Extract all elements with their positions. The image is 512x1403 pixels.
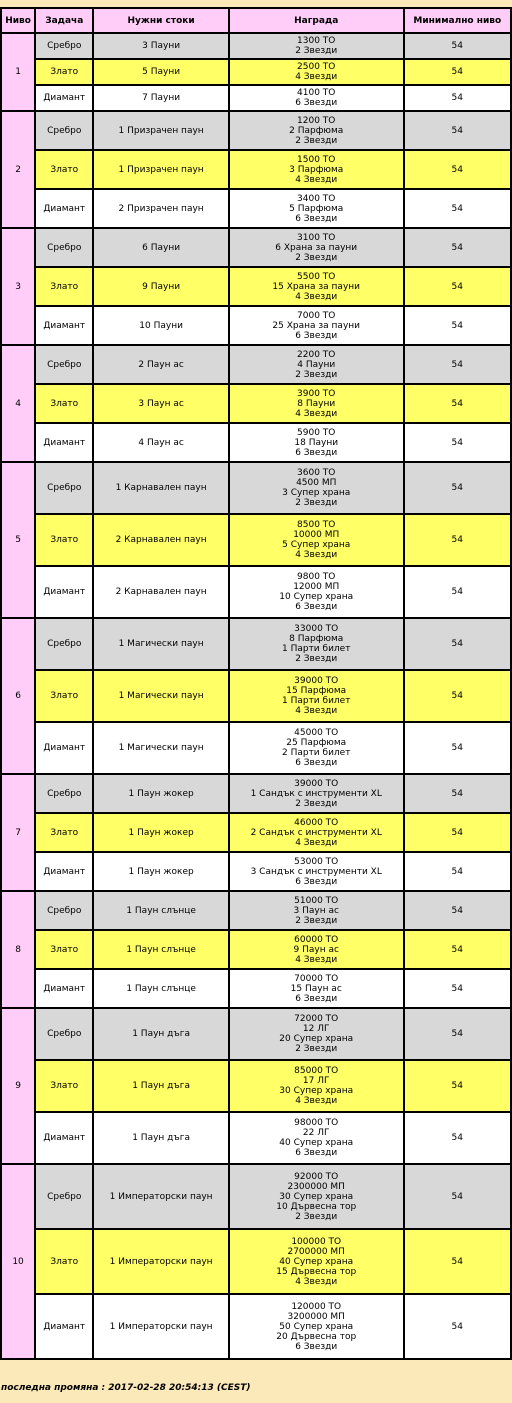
goods-cell: 1 Паун жокер xyxy=(94,775,228,812)
reward-cell xyxy=(230,671,403,721)
reward-line: 4 Звезди xyxy=(295,954,338,965)
reward-cell xyxy=(230,619,403,669)
table-row xyxy=(2,268,510,305)
reward-line: 1200 ТО xyxy=(297,115,336,126)
min-level-cell: 54 xyxy=(405,60,510,84)
min-level-cell: 54 xyxy=(405,463,510,513)
goods-cell: 2 Призрачен паун xyxy=(94,190,228,227)
task-cell: Злато xyxy=(36,515,92,565)
reward-line: 6 Звезди xyxy=(295,993,338,1004)
reward-line: 100000 ТО xyxy=(291,1236,342,1247)
table-row xyxy=(2,723,510,773)
min-level-cell: 54 xyxy=(405,86,510,110)
min-level-cell: 54 xyxy=(405,970,510,1007)
min-level-cell: 54 xyxy=(405,853,510,890)
reward-line: 1 Сандък с инструменти XL xyxy=(250,788,382,799)
reward-line: 12000 МП xyxy=(293,582,340,592)
reward-line: 6 Звезди xyxy=(295,1341,338,1352)
min-level-cell: 54 xyxy=(405,229,510,266)
reward-cell xyxy=(230,775,403,812)
reward-line: 3600 ТО xyxy=(297,468,336,478)
task-cell: Диамант xyxy=(36,723,92,773)
header-level: Ниво xyxy=(2,9,34,32)
min-level-cell: 54 xyxy=(405,385,510,422)
reward-cell xyxy=(230,515,403,565)
goods-cell: 1 Паун дъга xyxy=(94,1113,228,1163)
task-cell: Сребро xyxy=(36,463,92,513)
reward-cell xyxy=(230,1009,403,1059)
reward-line: 5 Парфюма xyxy=(289,203,344,214)
task-cell: Сребро xyxy=(36,892,92,929)
reward-line: 4 Звезди xyxy=(295,291,338,302)
goods-cell: 1 Императорски паун xyxy=(94,1295,228,1358)
task-cell: Сребро xyxy=(36,346,92,383)
reward-line: 6 Звезди xyxy=(295,876,338,887)
goods-cell: 1 Императорски паун xyxy=(94,1230,228,1293)
task-cell: Сребро xyxy=(36,229,92,266)
reward-line: 15 Парфюма xyxy=(286,686,347,696)
reward-line: 12 ЛГ xyxy=(302,1024,330,1034)
reward-cell xyxy=(230,463,403,513)
reward-line: 9 Паун ас xyxy=(293,944,339,955)
min-level-cell: 54 xyxy=(405,112,510,149)
task-cell: Диамант xyxy=(36,86,92,110)
reward-line: 4 Звезди xyxy=(295,174,338,185)
reward-line: 53000 ТО xyxy=(294,856,339,867)
goods-cell: 1 Паун слънце xyxy=(94,970,228,1007)
reward-line: 15 Паун ас xyxy=(290,983,342,994)
reward-line: 6 Звезди xyxy=(295,98,338,108)
level-cell: 6 xyxy=(2,619,34,773)
min-level-cell: 54 xyxy=(405,268,510,305)
reward-line: 46000 ТО xyxy=(294,817,339,828)
reward-line: 6 Храна за пауни xyxy=(275,242,358,253)
min-level-cell: 54 xyxy=(405,931,510,968)
reward-line: 2 Звезди xyxy=(295,654,338,664)
reward-line: 4 Звезди xyxy=(295,1276,338,1287)
min-level-cell: 54 xyxy=(405,424,510,461)
task-cell: Диамант xyxy=(36,1113,92,1163)
level-cell: 8 xyxy=(2,892,34,1007)
reward-line: 39000 ТО xyxy=(294,778,339,789)
task-cell: Диамант xyxy=(36,307,92,344)
reward-line: 8 Парфюма xyxy=(289,634,344,644)
goods-cell: 2 Паун ас xyxy=(94,346,228,383)
header-reward: Награда xyxy=(230,9,403,32)
reward-cell xyxy=(230,892,403,929)
level-cell: 10 xyxy=(2,1165,34,1358)
table-row xyxy=(2,307,510,344)
goods-cell: 1 Паун жокер xyxy=(94,853,228,890)
reward-line: 4 Звезди xyxy=(295,837,338,848)
goods-cell: 7 Пауни xyxy=(94,86,228,110)
min-level-cell: 54 xyxy=(405,1113,510,1163)
min-level-cell: 54 xyxy=(405,1230,510,1293)
goods-cell: 1 Карнавален паун xyxy=(94,463,228,513)
goods-cell: 1 Паун жокер xyxy=(94,814,228,851)
reward-line: 2300000 МП xyxy=(287,1181,345,1192)
table-row xyxy=(2,385,510,422)
table-row xyxy=(2,671,510,721)
reward-line: 3 Супер храна xyxy=(282,488,351,498)
goods-cell: 1 Призрачен паун xyxy=(94,151,228,188)
min-level-cell: 54 xyxy=(405,671,510,721)
reward-line: 2 Звезди xyxy=(295,498,338,508)
min-level-cell: 54 xyxy=(405,892,510,929)
goods-cell: 1 Паун дъга xyxy=(94,1061,228,1111)
reward-cell xyxy=(230,1113,403,1163)
goods-cell: 10 Пауни xyxy=(94,307,228,344)
min-level-cell: 54 xyxy=(405,619,510,669)
min-level-cell: 54 xyxy=(405,775,510,812)
table-row xyxy=(2,112,510,149)
reward-line: 85000 ТО xyxy=(294,1066,339,1076)
goods-cell: 3 Паун ас xyxy=(94,385,228,422)
reward-line: 4 Звезди xyxy=(295,72,338,82)
reward-line: 6 Звезди xyxy=(295,1148,338,1158)
goods-cell: 2 Карнавален паун xyxy=(94,515,228,565)
reward-line: 22 ЛГ xyxy=(302,1128,330,1138)
reward-line: 4 Звезди xyxy=(295,706,338,716)
reward-line: 4 Звезди xyxy=(295,550,338,560)
reward-line: 1 Парти билет xyxy=(281,696,351,706)
task-cell: Диамант xyxy=(36,1295,92,1358)
table-row xyxy=(2,775,510,812)
task-cell: Сребро xyxy=(36,34,92,58)
reward-cell xyxy=(230,1230,403,1293)
reward-cell xyxy=(230,1295,403,1358)
task-cell: Диамант xyxy=(36,567,92,617)
reward-line: 30 Супер храна xyxy=(279,1191,354,1202)
reward-cell xyxy=(230,424,403,461)
min-level-cell: 54 xyxy=(405,34,510,58)
min-level-cell: 54 xyxy=(405,151,510,188)
reward-line: 4 Пауни xyxy=(297,359,336,370)
reward-line: 2 Звезди xyxy=(295,46,338,56)
reward-line: 25 Парфюма xyxy=(286,738,347,748)
task-cell: Диамант xyxy=(36,970,92,1007)
table-row xyxy=(2,1061,510,1111)
reward-line: 4500 МП xyxy=(296,478,337,488)
reward-line: 2 Парти билет xyxy=(281,748,351,758)
task-cell: Сребро xyxy=(36,775,92,812)
task-cell: Злато xyxy=(36,931,92,968)
reward-line: 7000 ТО xyxy=(297,310,336,321)
reward-line: 17 ЛГ xyxy=(302,1076,330,1086)
header-goods: Нужни стоки xyxy=(94,9,228,32)
min-level-cell: 54 xyxy=(405,567,510,617)
task-cell: Диамант xyxy=(36,424,92,461)
reward-line: 6 Звезди xyxy=(295,213,338,224)
reward-cell xyxy=(230,86,403,110)
task-cell: Диамант xyxy=(36,190,92,227)
reward-line: 10 Дървесна тор xyxy=(276,1201,357,1212)
task-cell: Диамант xyxy=(36,853,92,890)
table-row xyxy=(2,34,510,58)
reward-line: 3400 ТО xyxy=(297,193,336,204)
table-header-row xyxy=(2,9,510,32)
table-row xyxy=(2,1295,510,1358)
reward-line: 2 Парфюма xyxy=(289,125,344,136)
goods-cell: 1 Паун слънце xyxy=(94,931,228,968)
reward-line: 1300 ТО xyxy=(297,36,336,46)
reward-line: 120000 ТО xyxy=(291,1301,342,1312)
table-row xyxy=(2,1230,510,1293)
reward-line: 5900 ТО xyxy=(297,427,336,438)
level-cell: 2 xyxy=(2,112,34,227)
reward-line: 1500 ТО xyxy=(297,154,336,165)
reward-line: 5500 ТО xyxy=(297,271,336,282)
reward-line: 6 Звезди xyxy=(295,758,338,768)
reward-line: 3 Парфюма xyxy=(289,164,344,175)
goods-cell: 2 Карнавален паун xyxy=(94,567,228,617)
reward-line: 6 Звезди xyxy=(295,330,338,341)
min-level-cell: 54 xyxy=(405,515,510,565)
task-cell: Злато xyxy=(36,151,92,188)
goods-cell: 1 Магически паун xyxy=(94,671,228,721)
reward-line: 20 Супер храна xyxy=(279,1034,354,1044)
min-level-cell: 54 xyxy=(405,307,510,344)
reward-cell xyxy=(230,268,403,305)
reward-line: 51000 ТО xyxy=(294,895,339,906)
table-row xyxy=(2,515,510,565)
level-cell: 7 xyxy=(2,775,34,890)
reward-line: 18 Пауни xyxy=(294,437,339,448)
reward-cell xyxy=(230,346,403,383)
reward-line: 20 Дървесна тор xyxy=(276,1331,357,1342)
reward-line: 4 Звезди xyxy=(295,408,338,419)
min-level-cell: 54 xyxy=(405,1009,510,1059)
reward-line: 2 Звезди xyxy=(295,135,338,146)
reward-line: 3 Паун ас xyxy=(293,905,339,916)
table-row xyxy=(2,86,510,110)
reward-line: 2700000 МП xyxy=(287,1246,345,1257)
goods-cell: 3 Пауни xyxy=(94,34,228,58)
reward-line: 40 Супер храна xyxy=(279,1256,354,1267)
table-row xyxy=(2,190,510,227)
level-cell: 1 xyxy=(2,34,34,110)
reward-line: 3100 ТО xyxy=(297,232,336,243)
header-min-level: Минимално ниво xyxy=(405,9,510,32)
reward-cell xyxy=(230,190,403,227)
task-cell: Злато xyxy=(36,1230,92,1293)
table-row xyxy=(2,346,510,383)
table-row xyxy=(2,970,510,1007)
goods-cell: 5 Пауни xyxy=(94,60,228,84)
goods-cell: 1 Паун дъга xyxy=(94,1009,228,1059)
reward-cell xyxy=(230,814,403,851)
task-cell: Сребро xyxy=(36,1009,92,1059)
reward-cell xyxy=(230,853,403,890)
reward-line: 8500 ТО xyxy=(297,520,336,530)
quest-table xyxy=(0,7,512,1360)
goods-cell: 4 Паун ас xyxy=(94,424,228,461)
goods-cell: 1 Магически паун xyxy=(94,619,228,669)
reward-cell xyxy=(230,723,403,773)
reward-line: 6 Звезди xyxy=(295,602,338,612)
reward-line: 40 Супер храна xyxy=(279,1138,354,1148)
level-cell: 9 xyxy=(2,1009,34,1163)
reward-line: 70000 ТО xyxy=(294,973,339,984)
reward-line: 45000 ТО xyxy=(294,728,339,738)
min-level-cell: 54 xyxy=(405,346,510,383)
task-cell: Злато xyxy=(36,1061,92,1111)
reward-line: 33000 ТО xyxy=(294,624,339,634)
reward-line: 3200000 МП xyxy=(287,1311,345,1322)
last-modified: последна промяна : 2017-02-28 20:54:13 (CEST) xyxy=(1,1383,251,1393)
reward-line: 6 Звезди xyxy=(295,447,338,458)
reward-cell xyxy=(230,112,403,149)
task-cell: Сребро xyxy=(36,112,92,149)
task-cell: Злато xyxy=(36,385,92,422)
table-row xyxy=(2,567,510,617)
task-cell: Злато xyxy=(36,268,92,305)
level-cell: 4 xyxy=(2,346,34,461)
reward-line: 50 Супер храна xyxy=(279,1321,354,1332)
goods-cell: 6 Пауни xyxy=(94,229,228,266)
reward-cell xyxy=(230,567,403,617)
task-cell: Сребро xyxy=(36,619,92,669)
min-level-cell: 54 xyxy=(405,190,510,227)
reward-line: 15 Храна за пауни xyxy=(272,281,361,292)
reward-cell xyxy=(230,34,403,58)
table-row xyxy=(2,853,510,890)
reward-line: 4 Звезди xyxy=(295,1096,338,1106)
reward-cell xyxy=(230,229,403,266)
task-cell: Злато xyxy=(36,671,92,721)
reward-cell xyxy=(230,1061,403,1111)
table-row xyxy=(2,1113,510,1163)
goods-cell: 1 Паун слънце xyxy=(94,892,228,929)
table-row xyxy=(2,151,510,188)
reward-line: 2 Звезди xyxy=(295,252,338,263)
reward-line: 5 Супер храна xyxy=(282,540,351,550)
reward-line: 30 Супер храна xyxy=(279,1086,354,1096)
reward-line: 2 Звезди xyxy=(295,915,338,926)
task-cell: Злато xyxy=(36,60,92,84)
table-row xyxy=(2,619,510,669)
min-level-cell: 54 xyxy=(405,723,510,773)
table-body xyxy=(2,34,510,1358)
reward-cell xyxy=(230,970,403,1007)
reward-line: 9800 ТО xyxy=(297,572,336,582)
reward-cell xyxy=(230,931,403,968)
min-level-cell: 54 xyxy=(405,1165,510,1228)
reward-line: 4100 ТО xyxy=(297,88,336,98)
reward-line: 8 Пауни xyxy=(297,398,336,409)
reward-line: 2 Звезди xyxy=(295,1044,338,1054)
reward-line: 39000 ТО xyxy=(294,676,339,686)
goods-cell: 1 Магически паун xyxy=(94,723,228,773)
reward-line: 98000 ТО xyxy=(294,1118,339,1128)
task-cell: Злато xyxy=(36,814,92,851)
reward-cell xyxy=(230,151,403,188)
reward-cell xyxy=(230,1165,403,1228)
min-level-cell: 54 xyxy=(405,814,510,851)
header-task: Задача xyxy=(36,9,92,32)
goods-cell: 1 Императорски паун xyxy=(94,1165,228,1228)
goods-cell: 9 Пауни xyxy=(94,268,228,305)
reward-line: 2500 ТО xyxy=(297,62,336,72)
table-row xyxy=(2,424,510,461)
table-row xyxy=(2,463,510,513)
level-cell: 3 xyxy=(2,229,34,344)
reward-cell xyxy=(230,385,403,422)
reward-line: 3 Сандък с инструменти XL xyxy=(250,866,382,877)
reward-line: 2 Звезди xyxy=(295,1211,338,1222)
reward-line: 10 Супер храна xyxy=(279,592,354,602)
reward-cell xyxy=(230,60,403,84)
reward-line: 25 Храна за пауни xyxy=(272,320,361,331)
min-level-cell: 54 xyxy=(405,1295,510,1358)
table-row xyxy=(2,1165,510,1228)
reward-line: 2 Звезди xyxy=(295,369,338,380)
table-row xyxy=(2,892,510,929)
reward-cell xyxy=(230,307,403,344)
min-level-cell: 54 xyxy=(405,1061,510,1111)
table-row xyxy=(2,60,510,84)
table-row xyxy=(2,814,510,851)
reward-line: 92000 ТО xyxy=(294,1171,339,1182)
reward-line: 1 Парти билет xyxy=(281,644,351,654)
table-row xyxy=(2,1009,510,1059)
goods-cell: 1 Призрачен паун xyxy=(94,112,228,149)
task-cell: Сребро xyxy=(36,1165,92,1228)
reward-line: 72000 ТО xyxy=(294,1014,339,1024)
reward-line: 60000 ТО xyxy=(294,934,339,945)
table-row xyxy=(2,229,510,266)
table-row xyxy=(2,931,510,968)
reward-line: 2 Сандък с инструменти XL xyxy=(250,827,382,838)
reward-line: 2 Звезди xyxy=(295,798,338,809)
reward-line: 10000 МП xyxy=(293,530,340,540)
reward-line: 2200 ТО xyxy=(297,349,336,360)
reward-line: 3900 ТО xyxy=(297,388,336,399)
reward-line: 15 Дървесна тор xyxy=(276,1266,357,1277)
level-cell: 5 xyxy=(2,463,34,617)
